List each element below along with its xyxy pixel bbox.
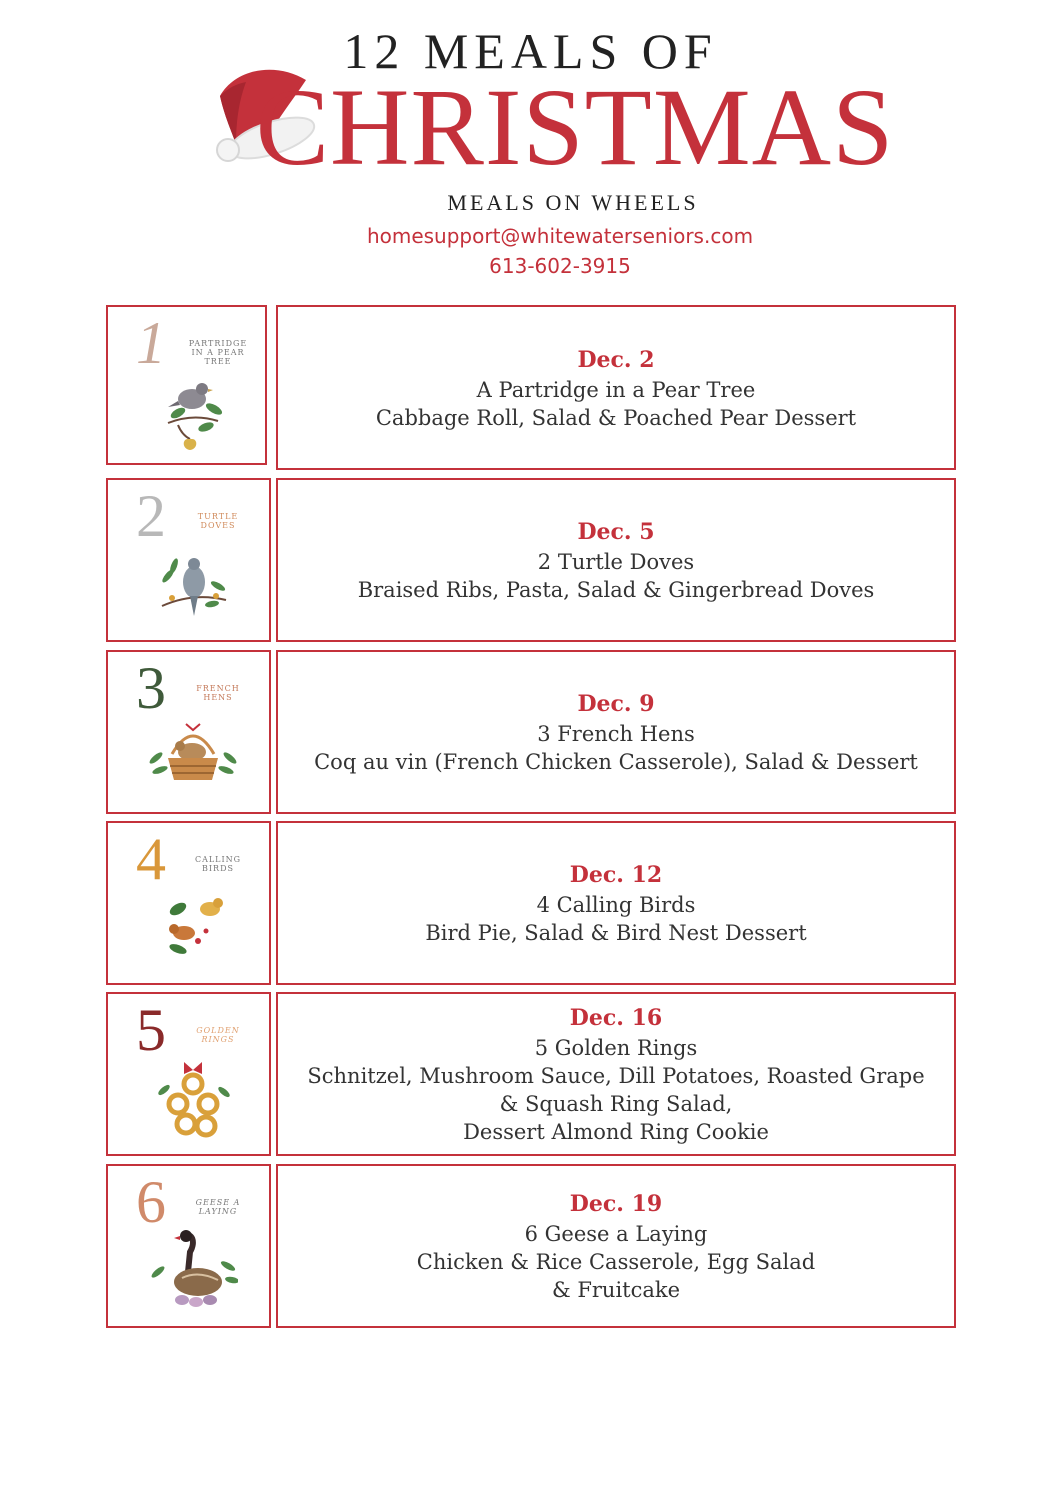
- day-1-illustration: [106, 305, 267, 465]
- golden-rings-icon: [148, 1050, 238, 1140]
- day-5-illustration: [106, 992, 271, 1156]
- contact-phone: 613-602-3915: [489, 254, 631, 278]
- day-menu: & Squash Ring Salad,: [499, 1092, 733, 1116]
- day-date: Dec. 12: [569, 862, 663, 888]
- day-6-illustration: [106, 1164, 271, 1328]
- day-title: 3 French Hens: [537, 722, 695, 746]
- day-date: Dec. 5: [577, 519, 655, 545]
- goose-icon: [148, 1222, 238, 1312]
- day-number: 2: [136, 483, 166, 549]
- day-title: A Partridge in a Pear Tree: [476, 377, 756, 402]
- day-menu: Chicken & Rice Casserole, Egg Salad: [416, 1250, 816, 1274]
- day-date: Dec. 19: [569, 1191, 663, 1217]
- day-number: 5: [136, 997, 166, 1063]
- day-title: 5 Golden Rings: [534, 1036, 698, 1060]
- day-date: Dec. 16: [569, 1005, 663, 1031]
- partridge-icon: [148, 363, 238, 453]
- turtle-dove-icon: [148, 536, 238, 626]
- day-4-illustration: [106, 821, 271, 985]
- contact-email[interactable]: homesupport@whitewaterseniors.com: [366, 224, 754, 248]
- day-menu: & Fruitcake: [551, 1278, 681, 1302]
- day-date: Dec. 2: [577, 346, 655, 373]
- day-label: FRENCH HENS: [196, 684, 240, 702]
- day-menu: Braised Ribs, Pasta, Salad & Gingerbread Doves: [357, 578, 875, 602]
- day-title: 4 Calling Birds: [536, 893, 696, 917]
- day-4-card: [276, 821, 956, 985]
- day-1-card: [276, 305, 956, 470]
- day-6-card: [276, 1164, 956, 1328]
- day-number: 3: [136, 655, 166, 721]
- day-menu: Coq au vin (French Chicken Casserole), Salad & Dessert: [314, 750, 918, 774]
- day-menu: Bird Pie, Salad & Bird Nest Dessert: [425, 921, 807, 945]
- day-label: GEESE A LAYING: [195, 1198, 241, 1216]
- calling-birds-icon: [148, 879, 238, 969]
- hen-basket-icon: [148, 708, 238, 798]
- day-date: Dec. 9: [577, 691, 655, 717]
- day-label: GOLDEN RINGS: [196, 1026, 240, 1044]
- day-number: 6: [136, 1169, 166, 1235]
- day-5-card: [276, 992, 956, 1156]
- day-3-illustration: [106, 650, 271, 814]
- page-header: [0, 0, 1061, 290]
- day-2-illustration: [106, 478, 271, 642]
- day-menu: Schnitzel, Mushroom Sauce, Dill Potatoes, Roasted Grape: [307, 1064, 925, 1088]
- title-top: 12 MEALS OF: [343, 23, 718, 79]
- title-christmas: CHRISTMAS: [255, 66, 895, 188]
- day-number: 4: [136, 826, 166, 892]
- day-3-card: [276, 650, 956, 814]
- day-label: TURTLE DOVES: [197, 512, 239, 530]
- subtitle: MEALS ON WHEELS: [447, 190, 699, 215]
- day-menu: Cabbage Roll, Salad & Poached Pear Dessert: [375, 405, 857, 430]
- day-label: CALLING BIRDS: [194, 855, 242, 873]
- day-title: 6 Geese a Laying: [524, 1222, 708, 1246]
- day-label: PARTRIDGE IN A PEAR TREE: [188, 339, 248, 366]
- day-title: 2 Turtle Doves: [537, 550, 695, 574]
- day-number: 1: [136, 310, 166, 376]
- day-menu: Dessert Almond Ring Cookie: [463, 1120, 769, 1144]
- day-2-card: [276, 478, 956, 642]
